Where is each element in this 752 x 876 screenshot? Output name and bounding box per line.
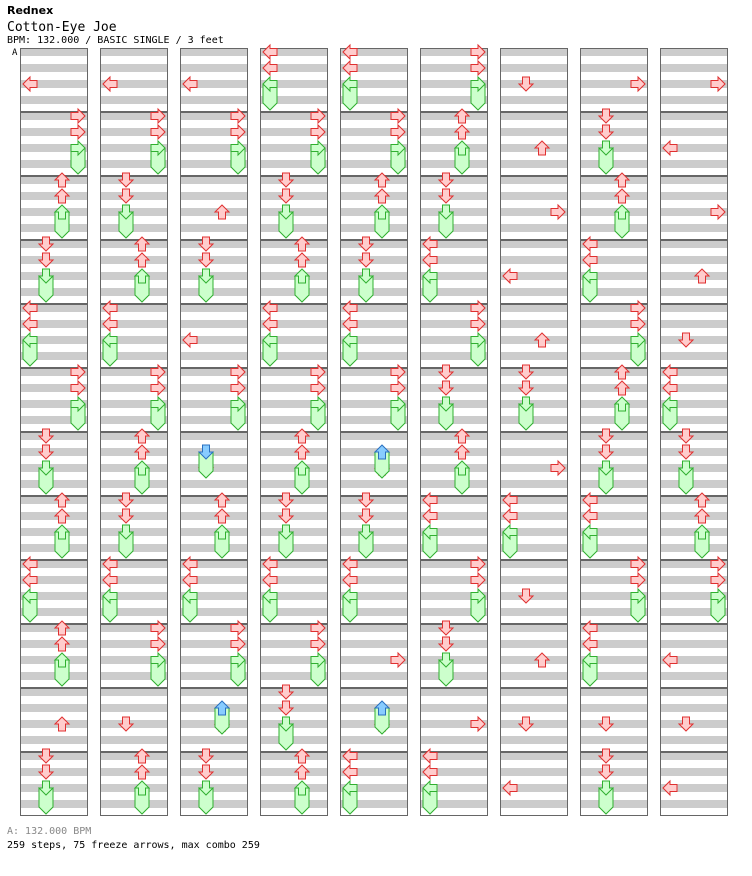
beat-stripe	[20, 240, 88, 248]
beat-stripe	[340, 192, 408, 200]
beat-stripe	[660, 752, 728, 760]
beat-stripe	[420, 432, 488, 440]
beat-stripe	[580, 688, 648, 696]
beat-stripe	[500, 720, 568, 728]
beat-stripe	[580, 128, 648, 136]
beat-stripe	[180, 176, 248, 184]
beat-stripe	[660, 336, 728, 344]
beat-stripe	[500, 448, 568, 456]
beat-stripe	[660, 480, 728, 488]
beat-stripe	[180, 448, 248, 456]
beat-stripe	[20, 624, 88, 632]
beat-stripe	[180, 752, 248, 760]
beat-stripe	[580, 480, 648, 488]
beat-stripe	[660, 64, 728, 72]
beat-stripe	[500, 416, 568, 424]
beat-stripe	[420, 400, 488, 408]
beat-stripe	[180, 800, 248, 808]
beat-stripe	[340, 256, 408, 264]
beat-stripe	[180, 224, 248, 232]
beat-stripe	[580, 112, 648, 120]
beat-stripe	[420, 208, 488, 216]
beat-stripe	[180, 288, 248, 296]
beat-stripe	[420, 656, 488, 664]
beat-stripe	[660, 448, 728, 456]
beat-stripe	[660, 304, 728, 312]
beat-stripe	[260, 768, 328, 776]
beat-stripe	[340, 240, 408, 248]
beat-stripe	[500, 96, 568, 104]
beat-stripe	[420, 176, 488, 184]
beat-stripe	[260, 720, 328, 728]
beat-stripe	[340, 544, 408, 552]
beat-stripe	[660, 688, 728, 696]
chart-stats: 259 steps, 75 freeze arrows, max combo 259	[7, 840, 260, 851]
beat-stripe	[100, 288, 168, 296]
beat-stripe	[340, 640, 408, 648]
beat-stripe	[260, 800, 328, 808]
beat-stripe	[340, 432, 408, 440]
beat-stripe	[580, 784, 648, 792]
beat-stripe	[260, 432, 328, 440]
beat-stripe	[500, 672, 568, 680]
beat-stripe	[420, 416, 488, 424]
beat-stripe	[100, 256, 168, 264]
beat-stripe	[500, 576, 568, 584]
beat-stripe	[660, 256, 728, 264]
beat-stripe	[500, 592, 568, 600]
beat-stripe	[20, 96, 88, 104]
beat-stripe	[660, 160, 728, 168]
beat-stripe	[580, 448, 648, 456]
beat-stripe	[20, 288, 88, 296]
beat-stripe	[180, 240, 248, 248]
beat-stripe	[340, 208, 408, 216]
beat-stripe	[500, 128, 568, 136]
beat-stripe	[180, 512, 248, 520]
beat-stripe	[500, 736, 568, 744]
beat-stripe	[180, 736, 248, 744]
beat-stripe	[660, 224, 728, 232]
beat-stripe	[580, 720, 648, 728]
beat-stripe	[660, 176, 728, 184]
beat-stripe	[420, 688, 488, 696]
beat-stripe	[420, 704, 488, 712]
beat-stripe	[500, 688, 568, 696]
beat-stripe	[500, 624, 568, 632]
beat-stripe	[580, 176, 648, 184]
beat-stripe	[20, 528, 88, 536]
beat-stripe	[420, 448, 488, 456]
beat-stripe	[100, 96, 168, 104]
beat-stripe	[340, 480, 408, 488]
beat-stripe	[20, 800, 88, 808]
beat-stripe	[180, 48, 248, 56]
beat-stripe	[500, 176, 568, 184]
beat-stripe	[660, 432, 728, 440]
beat-stripe	[500, 560, 568, 568]
beat-stripe	[180, 256, 248, 264]
beat-stripe	[180, 320, 248, 328]
beat-stripe	[20, 544, 88, 552]
beat-stripe	[420, 384, 488, 392]
beat-stripe	[260, 480, 328, 488]
beat-stripe	[20, 192, 88, 200]
beat-stripe	[340, 464, 408, 472]
beat-stripe	[580, 224, 648, 232]
beat-stripe	[420, 112, 488, 120]
beat-stripe	[20, 640, 88, 648]
beat-stripe	[420, 624, 488, 632]
beat-stripe	[500, 48, 568, 56]
beat-stripe	[180, 208, 248, 216]
beat-stripe	[500, 256, 568, 264]
beat-stripe	[580, 400, 648, 408]
beat-stripe	[260, 544, 328, 552]
beat-stripe	[20, 672, 88, 680]
beat-stripe	[580, 416, 648, 424]
beat-stripe	[20, 704, 88, 712]
beat-stripe	[180, 480, 248, 488]
beat-stripe	[420, 368, 488, 376]
beat-stripe	[500, 432, 568, 440]
beat-stripe	[660, 112, 728, 120]
beat-stripe	[580, 48, 648, 56]
beat-stripe	[500, 288, 568, 296]
artist-name: Rednex	[7, 4, 54, 17]
beat-stripe	[180, 272, 248, 280]
beat-stripe	[180, 304, 248, 312]
beat-stripe	[340, 272, 408, 280]
beat-stripe	[100, 544, 168, 552]
beat-stripe	[100, 784, 168, 792]
beat-stripe	[180, 688, 248, 696]
beat-stripe	[100, 736, 168, 744]
beat-stripe	[260, 240, 328, 248]
beat-stripe	[100, 240, 168, 248]
beat-stripe	[580, 144, 648, 152]
beat-stripe	[580, 192, 648, 200]
beat-stripe	[580, 368, 648, 376]
beat-stripe	[660, 192, 728, 200]
beat-stripe	[420, 144, 488, 152]
beat-stripe	[660, 800, 728, 808]
beat-stripe	[260, 448, 328, 456]
beat-stripe	[20, 688, 88, 696]
beat-stripe	[660, 544, 728, 552]
beat-stripe	[20, 224, 88, 232]
beat-stripe	[580, 704, 648, 712]
beat-stripe	[260, 256, 328, 264]
beat-stripe	[260, 208, 328, 216]
chart-info: BPM: 132.000 / BASIC SINGLE / 3 feet	[7, 35, 224, 46]
beat-stripe	[500, 384, 568, 392]
beat-stripe	[500, 192, 568, 200]
beat-stripe	[20, 448, 88, 456]
beat-stripe	[100, 752, 168, 760]
beat-stripe	[20, 64, 88, 72]
beat-stripe	[100, 768, 168, 776]
beat-stripe	[660, 736, 728, 744]
beat-stripe	[580, 208, 648, 216]
beat-stripe	[420, 672, 488, 680]
beat-stripe	[660, 768, 728, 776]
beat-stripe	[100, 176, 168, 184]
beat-stripe	[260, 224, 328, 232]
beat-stripe	[500, 400, 568, 408]
beat-stripe	[580, 800, 648, 808]
beat-stripe	[500, 64, 568, 72]
beat-stripe	[180, 720, 248, 728]
beat-stripe	[20, 752, 88, 760]
beat-stripe	[100, 528, 168, 536]
beat-stripe	[180, 544, 248, 552]
beat-stripe	[180, 704, 248, 712]
beat-stripe	[580, 160, 648, 168]
beat-stripe	[260, 512, 328, 520]
beat-stripe	[100, 432, 168, 440]
beat-stripe	[100, 448, 168, 456]
beat-stripe	[580, 736, 648, 744]
beat-stripe	[180, 96, 248, 104]
beat-stripe	[660, 288, 728, 296]
beat-stripe	[20, 512, 88, 520]
beat-stripe	[260, 464, 328, 472]
beat-stripe	[180, 352, 248, 360]
beat-stripe	[340, 720, 408, 728]
beat-stripe	[500, 112, 568, 120]
beat-stripe	[340, 224, 408, 232]
beat-stripe	[260, 528, 328, 536]
beat-stripe	[20, 496, 88, 504]
beat-stripe	[500, 320, 568, 328]
beat-stripe	[340, 176, 408, 184]
beat-stripe	[20, 480, 88, 488]
beat-stripe	[500, 336, 568, 344]
beat-stripe	[260, 192, 328, 200]
beat-stripe	[340, 624, 408, 632]
beat-stripe	[660, 512, 728, 520]
beat-stripe	[340, 496, 408, 504]
beat-stripe	[260, 704, 328, 712]
beat-stripe	[500, 144, 568, 152]
beat-stripe	[260, 288, 328, 296]
beat-stripe	[20, 256, 88, 264]
beat-stripe	[100, 272, 168, 280]
beat-stripe	[420, 224, 488, 232]
beat-stripe	[580, 64, 648, 72]
beat-stripe	[260, 272, 328, 280]
beat-stripe	[660, 720, 728, 728]
beat-stripe	[20, 432, 88, 440]
beat-stripe	[580, 752, 648, 760]
beat-stripe	[100, 800, 168, 808]
beat-stripe	[500, 80, 568, 88]
beat-stripe	[500, 224, 568, 232]
beat-stripe	[100, 496, 168, 504]
beat-stripe	[500, 656, 568, 664]
beat-stripe	[100, 480, 168, 488]
beat-stripe	[100, 688, 168, 696]
beat-stripe	[500, 608, 568, 616]
beat-stripe	[100, 464, 168, 472]
beat-stripe	[580, 768, 648, 776]
beat-stripe	[500, 640, 568, 648]
beat-stripe	[260, 496, 328, 504]
beat-stripe	[340, 736, 408, 744]
beat-stripe	[260, 176, 328, 184]
beat-stripe	[180, 784, 248, 792]
beat-stripe	[500, 768, 568, 776]
beat-stripe	[660, 128, 728, 136]
beat-stripe	[180, 192, 248, 200]
beat-stripe	[500, 240, 568, 248]
beat-stripe	[100, 704, 168, 712]
beat-stripe	[500, 352, 568, 360]
beat-stripe	[20, 48, 88, 56]
beat-stripe	[100, 192, 168, 200]
beat-stripe	[660, 624, 728, 632]
beat-stripe	[580, 96, 648, 104]
beat-stripe	[20, 768, 88, 776]
beat-stripe	[340, 512, 408, 520]
beat-stripe	[340, 704, 408, 712]
beat-stripe	[660, 528, 728, 536]
beat-stripe	[660, 96, 728, 104]
beat-stripe	[260, 688, 328, 696]
beat-stripe	[340, 448, 408, 456]
beat-stripe	[660, 464, 728, 472]
beat-stripe	[580, 464, 648, 472]
beat-stripe	[20, 720, 88, 728]
beat-stripe	[500, 480, 568, 488]
beat-stripe	[660, 48, 728, 56]
beat-stripe	[20, 656, 88, 664]
beat-stripe	[180, 64, 248, 72]
beat-stripe	[660, 272, 728, 280]
beat-stripe	[180, 496, 248, 504]
beat-stripe	[20, 208, 88, 216]
beat-stripe	[580, 384, 648, 392]
beat-stripe	[500, 368, 568, 376]
beat-stripe	[500, 752, 568, 760]
beat-stripe	[500, 800, 568, 808]
beat-stripe	[260, 736, 328, 744]
beat-stripe	[420, 640, 488, 648]
beat-stripe	[340, 288, 408, 296]
beat-stripe	[100, 64, 168, 72]
beat-stripe	[500, 160, 568, 168]
beat-stripe	[420, 192, 488, 200]
beat-stripe	[580, 432, 648, 440]
beat-stripe	[420, 736, 488, 744]
song-title: Cotton-Eye Joe	[7, 20, 117, 35]
beat-stripe	[260, 784, 328, 792]
beat-stripe	[500, 704, 568, 712]
beat-stripe	[420, 160, 488, 168]
beat-stripe	[660, 704, 728, 712]
beat-stripe	[20, 736, 88, 744]
beat-stripe	[20, 464, 88, 472]
beat-stripe	[180, 768, 248, 776]
beat-stripe	[20, 784, 88, 792]
beat-stripe	[340, 672, 408, 680]
beat-stripe	[660, 320, 728, 328]
beat-stripe	[660, 672, 728, 680]
beat-stripe	[500, 304, 568, 312]
beat-stripe	[340, 528, 408, 536]
beat-stripe	[660, 640, 728, 648]
beat-stripe	[20, 176, 88, 184]
beat-stripe	[100, 720, 168, 728]
beat-stripe	[100, 48, 168, 56]
beat-stripe	[100, 512, 168, 520]
beat-stripe	[260, 752, 328, 760]
bpm-legend: A: 132.000 BPM	[7, 826, 92, 837]
beat-stripe	[660, 240, 728, 248]
beat-stripe	[100, 208, 168, 216]
beat-stripe	[180, 432, 248, 440]
beat-stripe	[180, 528, 248, 536]
beat-stripe	[100, 224, 168, 232]
bpm-marker: A	[12, 48, 18, 58]
beat-stripe	[420, 480, 488, 488]
beat-stripe	[660, 352, 728, 360]
beat-stripe	[660, 496, 728, 504]
beat-stripe	[420, 128, 488, 136]
beat-stripe	[420, 464, 488, 472]
beat-stripe	[20, 272, 88, 280]
beat-stripe	[340, 688, 408, 696]
beat-stripe	[180, 464, 248, 472]
